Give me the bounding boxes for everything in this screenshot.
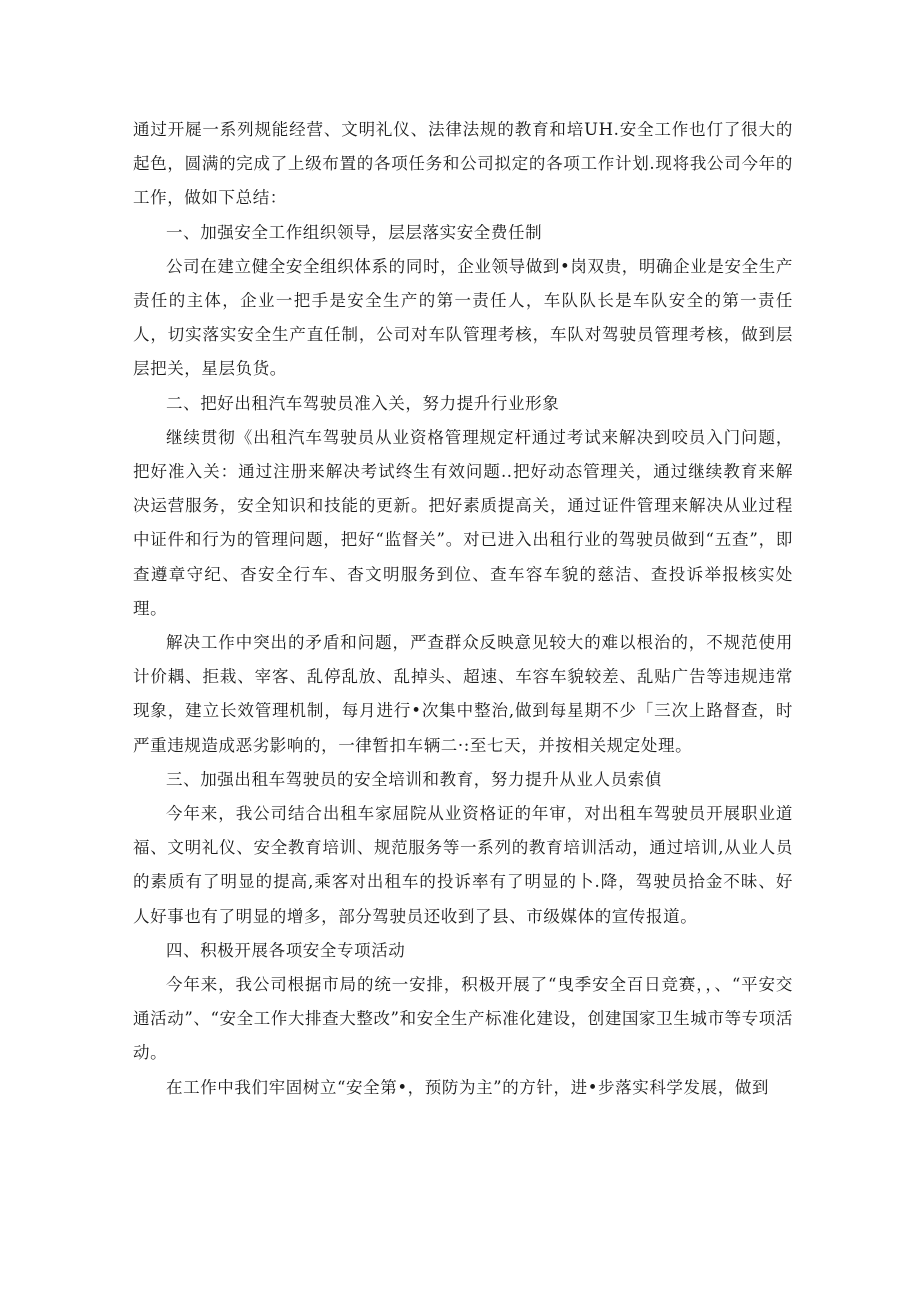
intro-paragraph: 通过开屣一系列规能经营、文明礼仪、法律法规的教育和培UH.安全工作也仃了很大的起色，圆满的完成了上级布置的各项任务和公司拟定的各项工作计划.现将我公司今年的工作，做如下总结： [133, 120, 793, 208]
section-heading-1: 一、加强安全工作组织领导，层层落实安全费任制 [166, 222, 543, 242]
section-heading-2: 二、把好出租汽车驾驶员准入关，努力提升行业形象 [166, 393, 560, 413]
section-heading-4: 四、积极开展各项安全专项活动 [166, 940, 406, 960]
section-1-paragraph: 公司在建立健全安全组织体系的同时，企业领导做到•岗双贵，明确企业是安全生产责任的主体，企业一把手是安全生产的第一责任人，车队队长是车队安全的第一责任人，切实落实安全生产直任制，公司对车队管理考核，车队对驾驶员管理考核，做到层层把关，星层负货。 [133, 256, 793, 379]
section-4-paragraph-1: 今年来，我公司根据市局的统一安排，积极开展了“曳季安全百日竞赛，，、“平安交通活动”、“安全工作大排查大整改”和安全生产标准化建设，创建国家卫生城市等专项活动。 [133, 975, 793, 1063]
section-2-paragraph-2: 解决工作中突出的矛盾和问题，严查群众反映意见较大的难以根治的，不规范使用计价耦、拒栽、宰客、乱停乱放、乱掉头、超速、车容车貌较差、乱贴广告等违规违常现象，建立长效管理机制，每月进行•次集中整治,做到每星期不少「三次上路督查，时严重违规造成恶劣影响的，一律暂扣车辆二·:至七天，并按相关规定处理。 [133, 633, 793, 755]
section-3-paragraph: 今年来，我公司结合出租车家屈院从业资格证的年审，对出租车驾驶员开展职业道福、文明礼仪、安全教育培训、规范服务等一系列的教育培训活动，通过培训,从业人员的素质有了明显的提高,乘客对出租车的投诉率有了明显的卜.降，驾驶员拾金不昧、好人好事也有了明显的增多，部分驾驶员还收到了县、市级媒体的宣传报道。 [133, 804, 793, 926]
section-2-paragraph-1: 继续贯彻《出租汽车驾驶员从业资格管理规定杆通过考试来解决到咬员入门问题，把好准入关：通过注册来解决考试终生有效问题..把好动态管理关，通过继续教育来解决运营服务，安全知识和技能的更新。把好素质提高关，通过证件管理来解决从业过程中证件和行为的管理问题，把好“监督关”。对已进入出租行业的驾驶员做到“五查”，即查遵章守纪、杳安全行车、杳文明服务到位、查车容车貌的慈洁、查投诉举报核实处理。 [133, 427, 793, 618]
section-heading-3: 三、加强出租车驾驶员的安全培训和教育，努力提升从业人员索偵 [166, 769, 662, 789]
section-4-paragraph-2: 在工作中我们牢固树立“安全第•，预防为主”的方针，进•步落实科学发展，做到 [166, 1077, 770, 1097]
document-body [133, 113, 793, 1105]
